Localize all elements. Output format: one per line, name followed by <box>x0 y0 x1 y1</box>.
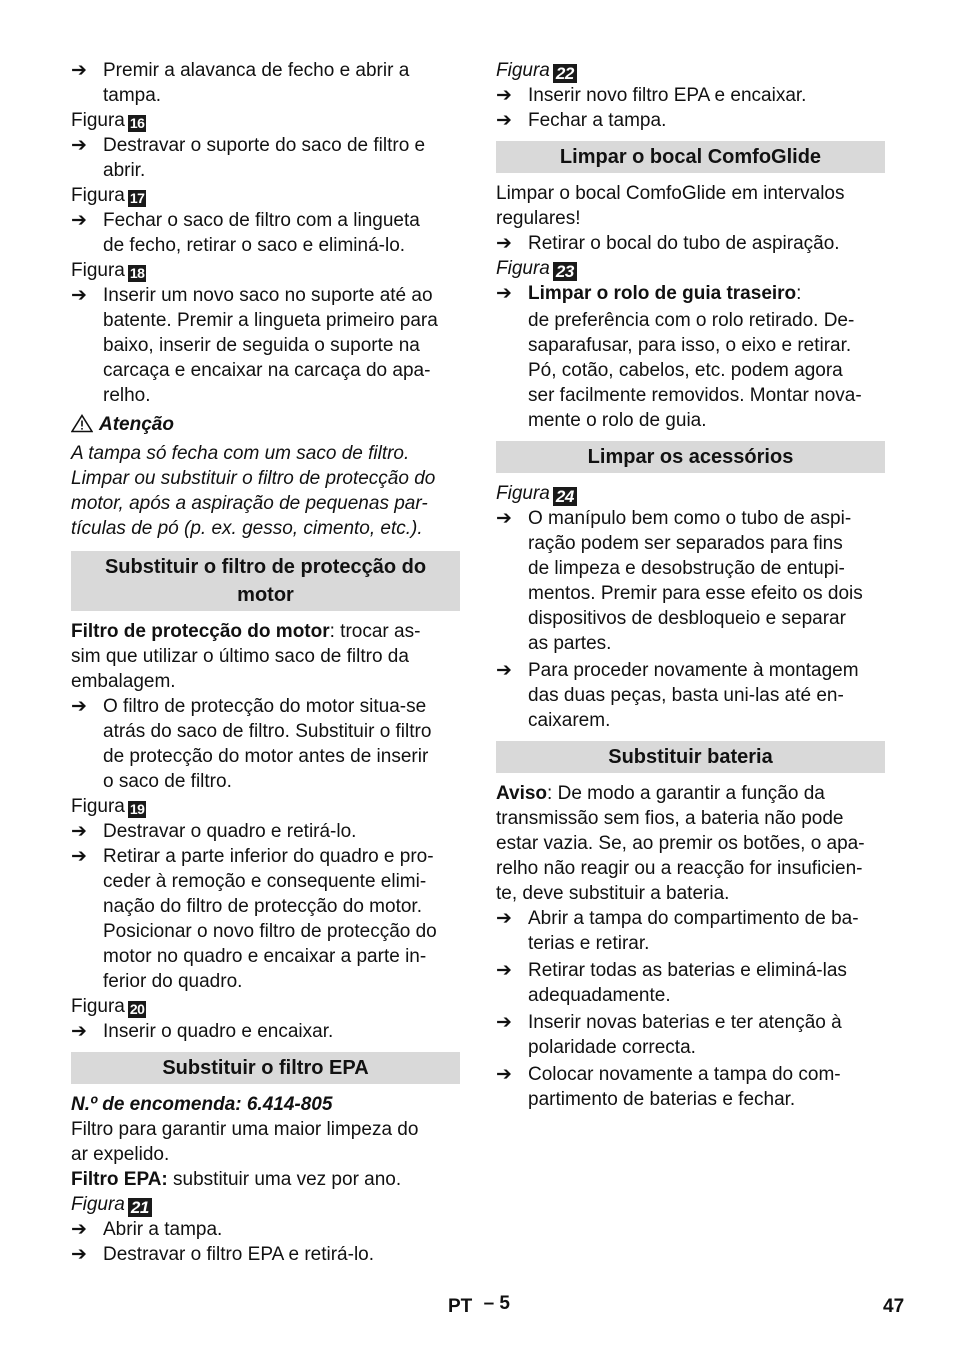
warning-triangle-icon <box>71 414 93 433</box>
page-number: 47 <box>883 1296 905 1317</box>
figure-number-badge: 17 <box>129 190 145 206</box>
bullet-item: ➔ Colocar novamente a tampa do com- partimento de baterias e fechar. <box>496 1064 841 1110</box>
figure-ref: Figura 18 <box>71 260 145 281</box>
bullet-item: ➔ Abrir a tampa do compartimento de ba- terias e retirar. <box>496 908 859 954</box>
figure-ref: Figura 22 <box>496 58 885 83</box>
arrow-right-icon: ➔ <box>71 1021 87 1042</box>
bullet-item: ➔ Destravar o filtro EPA e retirá-lo. <box>71 1244 375 1265</box>
arrow-right-icon: ➔ <box>71 210 87 231</box>
paragraph: Filtro de protecção do motor: trocar as- sim que utilizar o último saco de filtro da embalagem. <box>71 621 421 692</box>
paragraph: Aviso: De modo a garantir a função da transmissão sem fios, a bateria não pode estar vazia. Se, ao premir os botões, o apa- relho não reagir ou a reacção for insuficien- te, deve substituir a bateria. <box>496 783 865 904</box>
arrow-right-icon: ➔ <box>496 283 512 304</box>
arrow-right-icon: ➔ <box>71 696 87 717</box>
bullet-item: ➔ O filtro de protecção do motor situa-se atrás do saco de filtro. Substituir o filtro de protecção do motor antes de inserir o saco de filtro. <box>71 696 432 792</box>
arrow-right-icon: ➔ <box>71 1219 87 1240</box>
section-heading-comfoglide: Limpar o bocal ComfoGlide <box>496 141 885 173</box>
bullet-item: ➔ Limpar o rolo de guia traseiro: <box>496 283 802 304</box>
arrow-right-icon: ➔ <box>71 60 87 81</box>
bullet-item: ➔ Retirar a parte inferior do quadro e pro- ceder à remoção e consequente elimi- nação do filtro de protecção do motor. Posicionar o novo filtro de protecção do motor no quadro e encaixar a parte in- ferior do quadro. <box>71 846 437 992</box>
warning-heading: Atenção <box>71 412 460 437</box>
figure-number-badge: 22 <box>553 64 577 83</box>
section-heading-battery: Substituir bateria <box>496 741 885 773</box>
bullet-item: ➔ Para proceder novamente à montagem das duas peças, basta uni-las até en- caixarem. <box>496 660 859 731</box>
bullet-item: ➔ Inserir novas baterias e ter atenção à polaridade correcta. <box>496 1012 842 1058</box>
figure-ref: Figura 17 <box>71 185 145 206</box>
bullet-item: ➔ O manípulo bem como o tubo de aspi- ração podem ser separados para fins de limpeza e desobstrução de entupi- mentos. Premir para esse efeito os dois dispositivos de desbloqueio e separar as partes. <box>496 508 863 654</box>
footer-language-page: PT – 5 <box>448 1293 510 1317</box>
arrow-right-icon: ➔ <box>71 846 87 867</box>
arrow-right-icon: ➔ <box>71 821 87 842</box>
bullet-item: ➔ Fechar a tampa. <box>496 110 667 131</box>
bullet-item: ➔ Premir a alavanca de fecho e abrir a tampa. <box>71 60 410 106</box>
arrow-right-icon: ➔ <box>496 908 512 929</box>
bullet-item: ➔ Destravar o quadro e retirá-lo. <box>71 821 357 842</box>
arrow-right-icon: ➔ <box>496 1064 512 1085</box>
arrow-right-icon: ➔ <box>496 508 512 529</box>
figure-number-badge: 19 <box>129 801 145 817</box>
warning-text: A tampa só fecha com um saco de filtro. Limpar ou substituir o filtro de protecção do motor, após a aspiração de pequenas par- tículas de pó (p. ex. gesso, cimento, etc.). <box>71 443 436 539</box>
order-number: N.º de encomenda: 6.414-805 <box>71 1094 333 1115</box>
figure-number-badge: 23 <box>553 262 577 281</box>
bullet-item: ➔ Inserir um novo saco no suporte até ao batente. Premir a lingueta primeiro para baixo, inserir de seguida o suporte na carcaça e encaixar na carcaça do apa- relho. <box>71 285 438 406</box>
arrow-right-icon: ➔ <box>496 233 512 254</box>
section-heading-motor-filter: Substituir o filtro de protecção do motor <box>71 551 460 611</box>
bullet-item: ➔ Abrir a tampa. <box>71 1219 223 1240</box>
indented-paragraph: de preferência com o rolo retirado. De- saparafusar, para isso, o eixo e retirar. Pó, cotão, cabelos, etc. podem agora ser facilmente removidos. Montar nova- mente o rolo de guia. <box>528 310 862 431</box>
figure-number-badge: 16 <box>129 115 145 131</box>
figure-number-badge: 18 <box>129 265 145 281</box>
figure-ref: Figura 24 <box>496 481 885 506</box>
figure-ref: Figura 21 <box>71 1192 460 1217</box>
bullet-item: ➔ Fechar o saco de filtro com a lingueta de fecho, retirar o saco e eliminá-lo. <box>71 210 420 256</box>
figure-ref: Figura 20 <box>71 996 145 1017</box>
arrow-right-icon: ➔ <box>71 285 87 306</box>
arrow-right-icon: ➔ <box>71 135 87 156</box>
figure-ref: Figura 16 <box>71 110 145 131</box>
bullet-item: ➔ Inserir novo filtro EPA e encaixar. <box>496 85 807 106</box>
arrow-right-icon: ➔ <box>496 1012 512 1033</box>
left-column: ➔ Premir a alavanca de fecho e abrir a tampa. Figura 16 ➔ Destravar o suporte do saco de filtro e abrir. Figura 17 ➔ Fechar o saco de filtro com a lingueta de fecho, retirar o saco e eliminá-lo. Figura 18 ➔ Inserir um novo saco no suporte até ao batente. Premir a lingueta primeiro para baixo, inserir de seguida o suporte na carcaça e encaixar na carcaça do apa- relho. Atenção A tampa só fecha com um saco de filtro. Limpar ou substituir o filtro de protecção do motor, após a aspiração de pequenas par- tículas de pó (p. ex. gesso, cimento, etc.). Substituir o filtro de protecção do motor Filtro de protecção do motor: trocar as- sim que utilizar o último saco de filtro da embalagem. ➔ O filtro de protecção do motor situa-se atrás do saco de filtro. Substituir o filtro de protecção do motor antes de inserir o saco de filtro. Figura 19 ➔ Destravar o quadro e retirá-lo. ➔ Retirar a parte inferior do quadro e pro- ceder à remoção e consequente elimi- nação do filtro de protecção do motor. Posicionar o novo filtro de protecção do motor no quadro e encaixar a parte in- ferior do quadro. Figura 20 ➔ Inserir o quadro e encaixar. Substituir o filtro EPA N.º de encomenda: 6.414-805 Filtro para garantir uma maior limpeza do ar expelido. Filtro EPA: substituir uma vez por ano. Figura 21 ➔ Abrir a tampa. ➔ Destravar o filtro EPA e retirá-lo. <box>71 58 460 1267</box>
arrow-right-icon: ➔ <box>71 1244 87 1265</box>
right-column: Figura 22 ➔ Inserir novo filtro EPA e encaixar. ➔ Fechar a tampa. Limpar o bocal ComfoGlide Limpar o bocal ComfoGlide em intervalos regulares! ➔ Retirar o bocal do tubo de aspiração. Figura 23 ➔ Limpar o rolo de guia traseiro: de preferência com o rolo retirado. De- saparafusar, para isso, o eixo e retirar. Pó, cotão, cabelos, etc. podem agora ser facilmente removidos. Montar nova- mente o rolo de guia. Limpar os acessórios Figura 24 ➔ O manípulo bem como o tubo de aspi- ração podem ser separados para fins de limpeza e desobstrução de entupi- mentos. Premir para esse efeito os dois dispositivos de desbloqueio e separar as partes. ➔ Para proceder novamente à montagem das duas peças, basta uni-las até en- caixarem. Substituir bateria Aviso: De modo a garantir a função da transmissão sem fios, a bateria não pode estar vazia. Se, ao premir os botões, o apa- relho não reagir ou a reacção for insuficien- te, deve substituir a bateria. ➔ Abrir a tampa do compartimento de ba- terias e retirar. ➔ Retirar todas as baterias e eliminá-las adequadamente. ➔ Inserir novas baterias e ter atenção à polaridade correcta. ➔ Colocar novamente a tampa do com- partimento de baterias e fechar. <box>496 58 885 1112</box>
figure-ref: Figura 19 <box>71 796 145 817</box>
section-heading-epa-filter: Substituir o filtro EPA <box>71 1052 460 1084</box>
bullet-item: ➔ Retirar o bocal do tubo de aspiração. <box>496 233 840 254</box>
figure-number-badge: 24 <box>553 487 577 506</box>
bullet-item: ➔ Inserir o quadro e encaixar. <box>71 1021 334 1042</box>
arrow-right-icon: ➔ <box>496 85 512 106</box>
figure-ref: Figura 23 <box>496 256 885 281</box>
bullet-item: ➔ Retirar todas as baterias e eliminá-las adequadamente. <box>496 960 847 1006</box>
bullet-item: ➔ Destravar o suporte do saco de filtro e abrir. <box>71 135 426 181</box>
figure-number-badge: 20 <box>129 1001 145 1017</box>
arrow-right-icon: ➔ <box>496 110 512 131</box>
arrow-right-icon: ➔ <box>496 960 512 981</box>
figure-number-badge: 21 <box>128 1198 152 1217</box>
section-heading-accessories: Limpar os acessórios <box>496 441 885 473</box>
arrow-right-icon: ➔ <box>496 660 512 681</box>
